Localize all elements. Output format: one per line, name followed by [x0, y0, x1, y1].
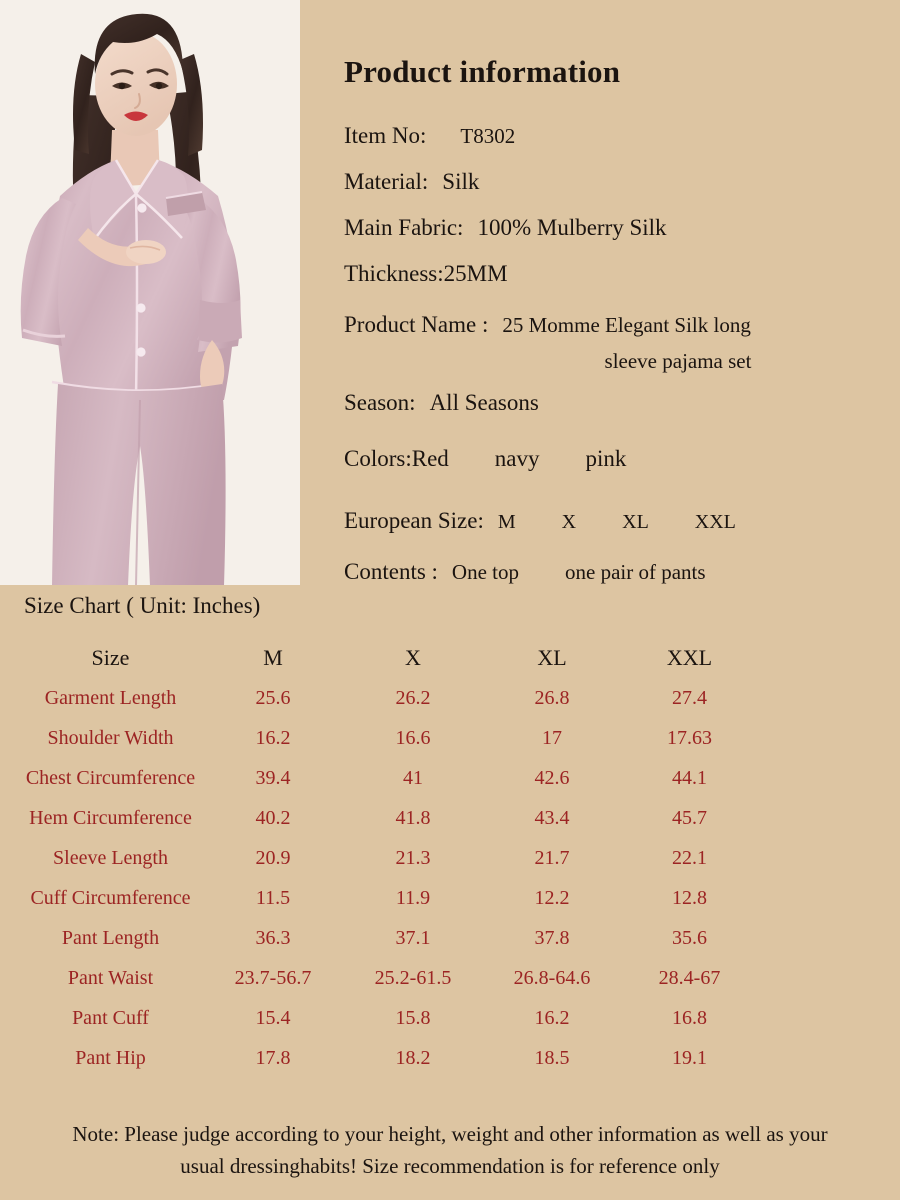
colors-row — [344, 436, 892, 482]
cell-m: 15.4 — [255, 1006, 291, 1029]
row-label: Shoulder Width — [47, 726, 174, 749]
item-no-label: Item No: — [344, 123, 427, 148]
table-row — [18, 798, 758, 838]
column-header-xl: XL — [537, 645, 567, 670]
contents-item-top: One top — [451, 560, 519, 584]
row-label: Hem Circumference — [29, 806, 192, 829]
thickness-value: 25MM — [443, 261, 508, 286]
main-fabric-value: 100% Mulberry Silk — [477, 215, 667, 240]
color-option-red: Red — [411, 446, 449, 471]
material-row — [344, 159, 892, 205]
column-header-x: X — [405, 645, 421, 670]
cell-xl: 37.8 — [534, 926, 570, 949]
cell-xxl: 45.7 — [672, 806, 707, 829]
cell-xl: 18.5 — [534, 1046, 570, 1069]
thickness-row — [344, 251, 892, 297]
colors-label: Colors: — [344, 446, 412, 471]
cell-x: 16.6 — [395, 726, 431, 749]
european-size-row — [344, 498, 892, 545]
cell-x: 37.1 — [395, 926, 431, 949]
contents-label: Contents : — [344, 559, 438, 584]
season-label: Season: — [344, 390, 416, 415]
cell-m: 23.7-56.7 — [234, 966, 312, 989]
model-illustration — [0, 0, 300, 585]
cell-x: 11.9 — [395, 886, 431, 909]
cell-xl: 42.6 — [534, 766, 570, 789]
cell-xl: 17 — [542, 726, 562, 749]
cell-x: 26.2 — [395, 686, 431, 709]
table-row — [18, 678, 758, 718]
cell-xxl: 22.1 — [672, 846, 707, 869]
row-label: Pant Waist — [67, 966, 154, 989]
season-row — [344, 380, 892, 426]
row-label: Pant Length — [61, 926, 160, 949]
table-row — [18, 958, 758, 998]
cell-m: 11.5 — [255, 886, 291, 909]
cell-xl: 16.2 — [534, 1006, 570, 1029]
size-chart-header-row — [18, 638, 758, 678]
cell-xxl: 16.8 — [672, 1006, 707, 1029]
cell-xxl: 28.4-67 — [658, 966, 721, 989]
material-value: Silk — [442, 169, 480, 194]
european-size-label: European Size: — [344, 508, 484, 533]
cell-m: 36.3 — [255, 926, 291, 949]
row-label: Cuff Circumference — [30, 886, 191, 909]
product-information-panel — [344, 56, 892, 595]
cell-xxl: 12.8 — [672, 886, 707, 909]
note-line-1: Note: Please judge according to your height, weight and other information as well as your — [72, 1122, 828, 1146]
product-photo — [0, 0, 300, 585]
product-name-label: Product Name : — [344, 312, 489, 337]
color-option-navy: navy — [494, 446, 540, 471]
cell-m: 40.2 — [255, 806, 291, 829]
cell-xl: 26.8-64.6 — [513, 966, 591, 989]
cell-m: 25.6 — [255, 686, 291, 709]
european-size-xxl: XXL — [694, 511, 736, 533]
cell-x: 21.3 — [395, 846, 431, 869]
row-label: Pant Cuff — [72, 1006, 149, 1029]
row-label: Garment Length — [44, 686, 177, 709]
row-label: Sleeve Length — [53, 846, 168, 869]
cell-m: 17.8 — [255, 1046, 291, 1069]
row-label: Chest Circumference — [25, 766, 196, 789]
cell-xxl: 35.6 — [672, 926, 707, 949]
table-row — [18, 758, 758, 798]
cell-xxl: 44.1 — [672, 766, 707, 789]
note-line-2: usual dressinghabits! Size recommendation is for reference only — [180, 1154, 720, 1178]
cell-xxl: 19.1 — [672, 1046, 707, 1069]
cell-xl: 26.8 — [534, 686, 570, 709]
cell-x: 41 — [403, 766, 423, 789]
cell-xl: 12.2 — [534, 886, 570, 909]
product-name-row — [344, 306, 892, 378]
table-row — [18, 998, 758, 1038]
item-no-row — [344, 113, 892, 159]
cell-m: 20.9 — [255, 846, 291, 869]
table-row — [18, 718, 758, 758]
column-header-size: Size — [91, 645, 130, 670]
material-label: Material: — [344, 169, 429, 194]
cell-xxl: 17.63 — [667, 726, 712, 749]
cell-m: 39.4 — [255, 766, 291, 789]
cell-x: 18.2 — [395, 1046, 431, 1069]
cell-xl: 43.4 — [534, 806, 570, 829]
item-no-value: T8302 — [460, 124, 516, 148]
main-fabric-row — [344, 205, 892, 251]
product-name-value-continued: sleeve pajama set — [604, 349, 752, 373]
size-recommendation-note — [20, 1118, 880, 1182]
contents-item-pants: one pair of pants — [565, 560, 706, 584]
main-fabric-label: Main Fabric: — [344, 215, 464, 240]
column-header-m: M — [263, 645, 283, 670]
european-size-m: M — [497, 511, 516, 533]
contents-row — [344, 549, 892, 595]
cell-x: 15.8 — [395, 1006, 431, 1029]
table-row — [18, 918, 758, 958]
european-size-x: X — [561, 511, 577, 533]
cell-x: 41.8 — [395, 806, 431, 829]
thickness-label: Thickness: — [344, 261, 444, 286]
european-size-xl: XL — [622, 511, 649, 533]
size-chart-heading: Size Chart ( Unit: Inches) — [24, 593, 261, 618]
cell-m: 16.2 — [255, 726, 291, 749]
season-value: All Seasons — [429, 390, 539, 415]
size-chart-table — [18, 638, 758, 1078]
cell-x: 25.2-61.5 — [374, 966, 452, 989]
table-row — [18, 1038, 758, 1078]
column-header-xxl: XXL — [666, 645, 713, 670]
cell-xl: 21.7 — [534, 846, 570, 869]
color-option-pink: pink — [585, 446, 627, 471]
cell-xxl: 27.4 — [672, 686, 707, 709]
row-label: Pant Hip — [75, 1046, 146, 1069]
page-title: Product information — [344, 54, 621, 89]
table-row — [18, 838, 758, 878]
table-row — [18, 878, 758, 918]
product-name-value: 25 Momme Elegant Silk long — [502, 313, 751, 337]
